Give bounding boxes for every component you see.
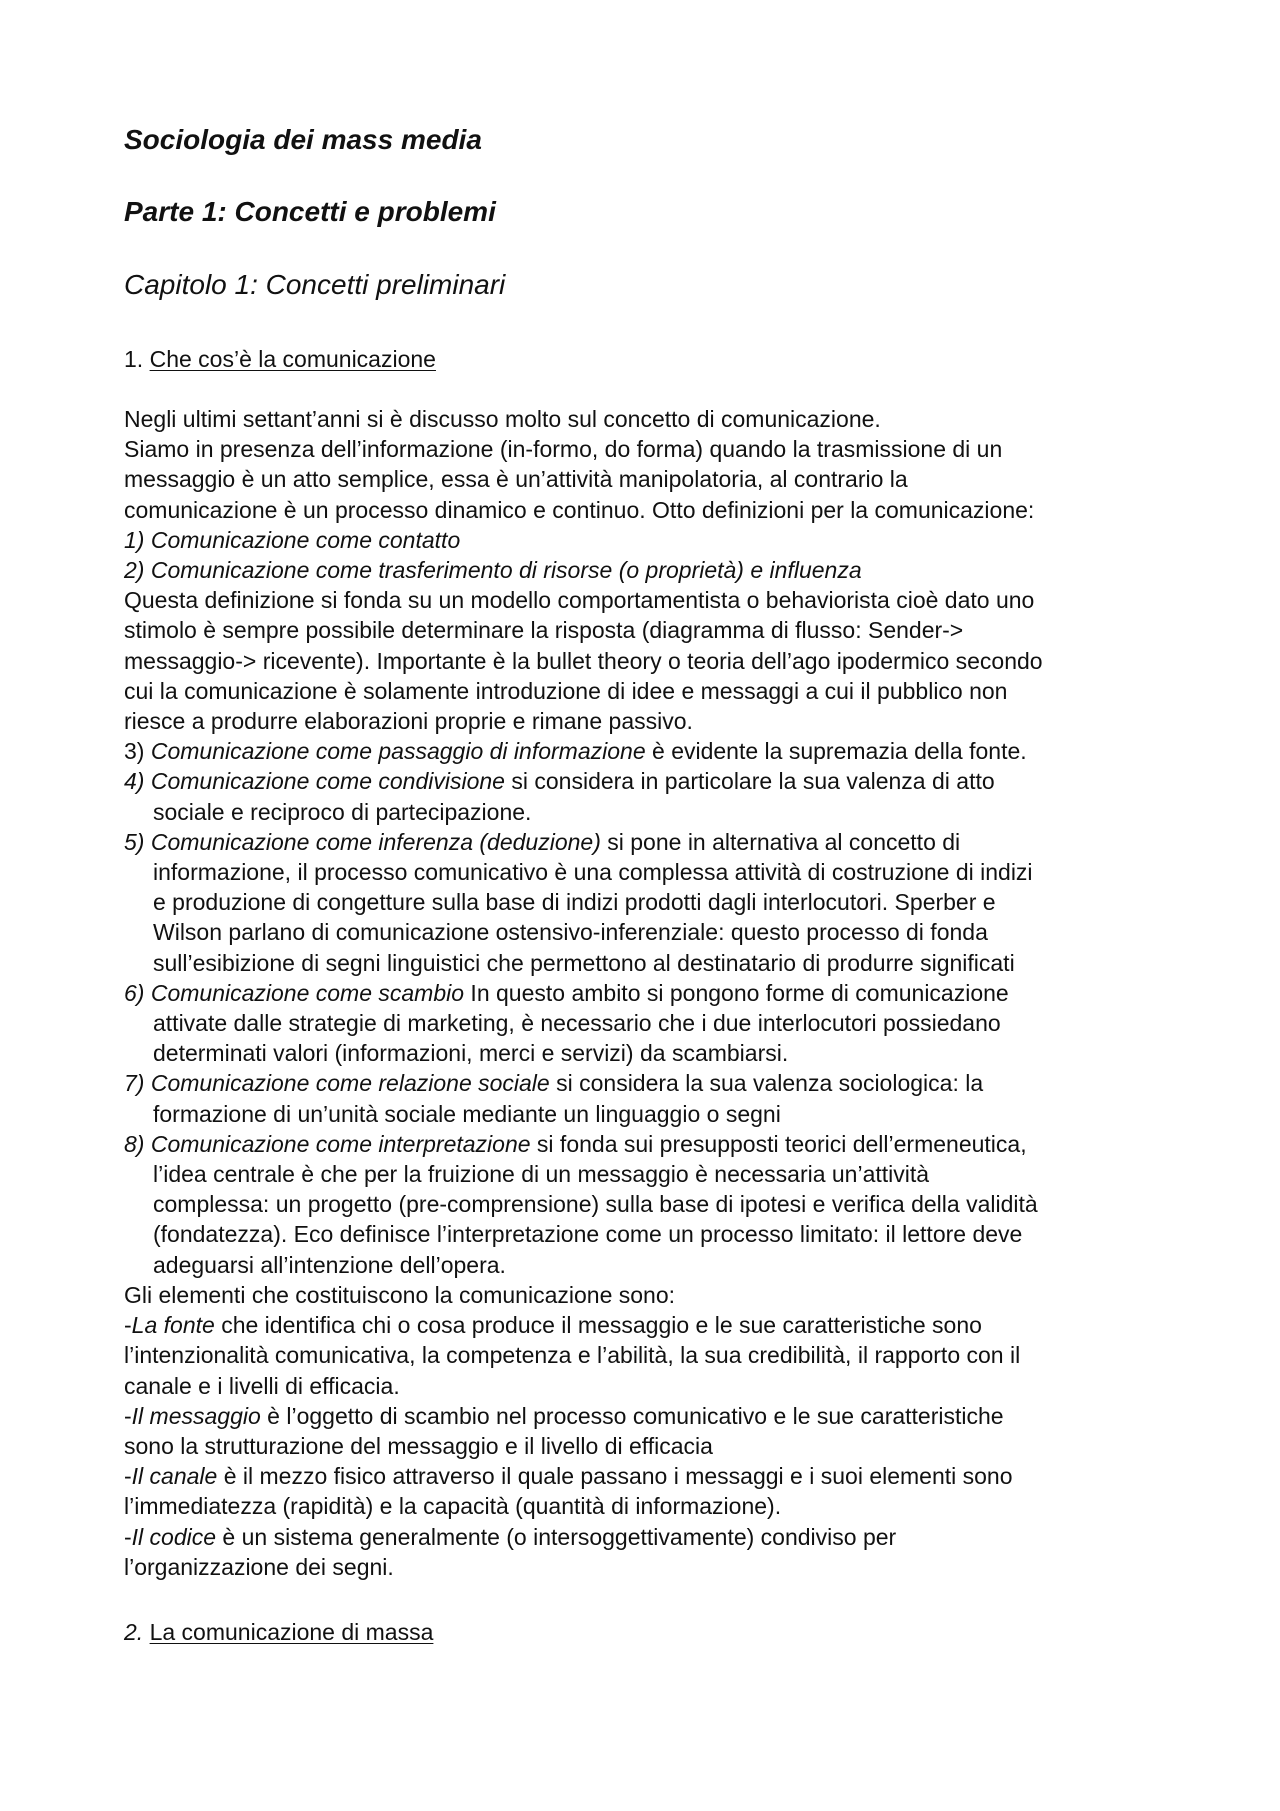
element-codice: -Il codice è un sistema generalmente (o intersoggettivamente) condiviso per <box>124 1523 897 1550</box>
definition-8: 8) Comunicazione come interpretazione si fonda sui presupposti teorici dell’ermeneutica, <box>124 1130 1027 1157</box>
element-fonte: -La fonte che identifica chi o cosa produce il messaggio e le sue caratteristiche sono <box>124 1312 982 1339</box>
definition-3: 3) Comunicazione come passaggio di informazione è evidente la supremazia della fonte. <box>124 738 1027 765</box>
definition-6: 6) Comunicazione come scambio In questo ambito si pongono forme di comunicazione <box>124 979 1009 1006</box>
section-1-body <box>124 404 1184 1582</box>
section-2-number: 2. <box>124 1619 144 1645</box>
element-canale-continuation: l’immediatezza (rapidità) e la capacità (quantità di informazione). <box>124 1493 782 1520</box>
section-1-heading <box>124 344 436 374</box>
paragraph-line: Negli ultimi settant’anni si è discusso molto sul concetto di comunicazione. <box>124 406 881 432</box>
section-2-heading <box>124 1617 433 1647</box>
chapter-title: Capitolo 1: Concetti preliminari <box>124 269 506 300</box>
elements-intro: Gli elementi che costituiscono la comunicazione sono: <box>124 1281 676 1308</box>
paragraph-line: messaggio-> ricevente). Importante è la bullet theory o teoria dell’ago ipodermico secondo <box>124 647 1043 674</box>
section-1-number: 1. <box>124 346 144 372</box>
definition-5-continuation: Wilson parlano di comunicazione ostensivo-inferenziale: questo processo di fonda <box>153 919 988 946</box>
part-title: Parte 1: Concetti e problemi <box>124 196 496 227</box>
definition-2: 2) Comunicazione come trasferimento di risorse (o proprietà) e influenza <box>124 557 862 584</box>
section-2-title: La comunicazione di massa <box>149 1619 434 1645</box>
paragraph-line: stimolo è sempre possibile determinare la risposta (diagramma di flusso: Sender-> <box>124 617 964 644</box>
element-messaggio: -Il messaggio è l’oggetto di scambio nel processo comunicativo e le sue caratteristiche <box>124 1402 1004 1429</box>
definition-7-continuation: formazione di un’unità sociale mediante un linguaggio o segni <box>153 1100 781 1127</box>
definition-5-continuation: e produzione di congetture sulla base di indizi prodotti dagli interlocutori. Sperber e <box>153 889 996 916</box>
definition-7: 7) Comunicazione come relazione sociale si considera la sua valenza sociologica: la <box>124 1070 984 1097</box>
paragraph-line: Questa definizione si fonda su un modello comportamentista o behaviorista cioè dato uno <box>124 587 1035 614</box>
definition-6-continuation: determinati valori (informazioni, merci e servizi) da scambiarsi. <box>153 1040 789 1067</box>
element-fonte-continuation: l’intenzionalità comunicativa, la competenza e l’abilità, la sua credibilità, il rapporto con il <box>124 1342 1021 1369</box>
definition-4-continuation: sociale e reciproco di partecipazione. <box>153 798 532 825</box>
element-codice-continuation: l’organizzazione dei segni. <box>124 1553 394 1580</box>
element-fonte-continuation: canale e i livelli di efficacia. <box>124 1372 400 1399</box>
definition-8-continuation: complessa: un progetto (pre-comprensione) sulla base di ipotesi e verifica della validità <box>153 1191 1038 1218</box>
paragraph-line: riesce a produrre elaborazioni proprie e rimane passivo. <box>124 708 693 735</box>
definition-5-continuation: informazione, il processo comunicativo è una complessa attività di costruzione di indizi <box>153 859 1033 886</box>
paragraph-line: cui la comunicazione è solamente introduzione di idee e messaggi a cui il pubblico non <box>124 677 1008 704</box>
section-1-title: Che cos’è la comunicazione <box>149 346 436 372</box>
definition-5: 5) Comunicazione come inferenza (deduzione) si pone in alternativa al concetto di <box>124 828 961 855</box>
element-messaggio-continuation: sono la strutturazione del messaggio e il livello di efficacia <box>124 1432 713 1459</box>
definition-8-continuation: l’idea centrale è che per la fruizione di un messaggio è necessaria un’attività <box>153 1161 930 1188</box>
paragraph-line: messaggio è un atto semplice, essa è un’attività manipolatoria, al contrario la <box>124 466 908 493</box>
definition-4: 4) Comunicazione come condivisione si considera in particolare la sua valenza di atto <box>124 768 995 795</box>
paragraph-line: comunicazione è un processo dinamico e continuo. Otto definizioni per la comunicazione: <box>124 496 1035 523</box>
definition-6-continuation: attivate dalle strategie di marketing, è necessario che i due interlocutori possiedano <box>153 1010 1001 1037</box>
paragraph-line: Siamo in presenza dell’informazione (in-formo, do forma) quando la trasmissione di un <box>124 436 1003 463</box>
element-canale: -Il canale è il mezzo fisico attraverso il quale passano i messaggi e i suoi elementi sono <box>124 1463 1013 1490</box>
definition-1: 1) Comunicazione come contatto <box>124 526 461 553</box>
definition-8-continuation: adeguarsi all’intenzione dell’opera. <box>153 1251 506 1278</box>
definition-8-continuation: (fondatezza). Eco definisce l’interpretazione come un processo limitato: il lettore deve <box>153 1221 1023 1248</box>
definition-5-continuation: sull’esibizione di segni linguistici che permettono al destinatario di produrre significati <box>153 949 1015 976</box>
document-title: Sociologia dei mass media <box>124 124 482 155</box>
